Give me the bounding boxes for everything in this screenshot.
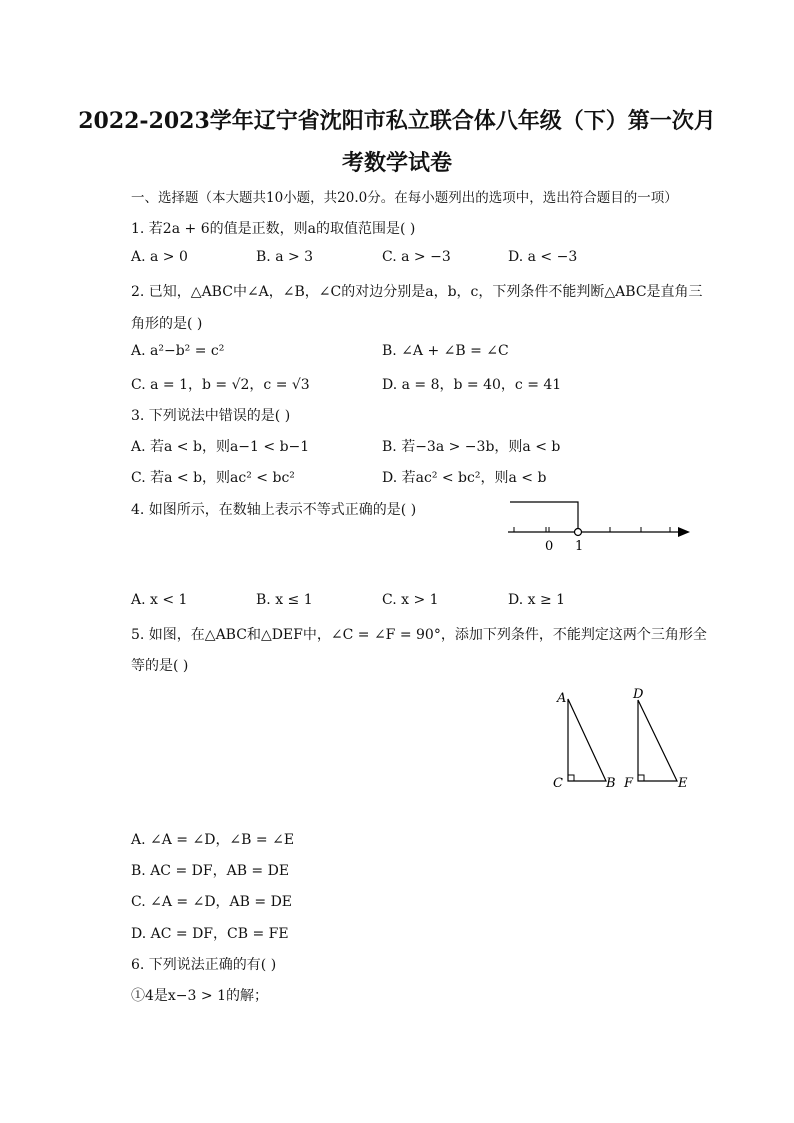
inequality-bracket — [510, 502, 578, 528]
q5-option-a: A. ∠A = ∠D，∠B = ∠E — [131, 832, 295, 848]
open-point-icon — [575, 529, 582, 536]
section-heading: 一、选择题（本大题共10小题，共20.0分。在每小题列出的选项中，选出符合题目的一项） — [131, 190, 678, 206]
q3-stem: 3. 下列说法中错误的是( ) — [131, 408, 291, 424]
vertex-label-c: C — [553, 776, 563, 791]
q6-stem: 6. 下列说法正确的有( ) — [131, 957, 277, 973]
q1-option-d: D. a < −3 — [508, 249, 578, 265]
q2-option-a: A. a²−b² = c² — [131, 343, 225, 359]
triangle-def — [638, 700, 677, 781]
q4-option-a: A. x < 1 — [131, 592, 188, 608]
number-line-figure — [500, 494, 700, 556]
q6-item-1: ①4是x−3 > 1的解； — [131, 988, 268, 1004]
q4-option-c: C. x > 1 — [382, 592, 439, 608]
q1-option-b: B. a > 3 — [256, 249, 314, 265]
q5-option-d: D. AC = DF，CB = FE — [131, 926, 289, 942]
q2-stem-line1: 2. 已知，△ABC中∠A，∠B，∠C的对边分别是a，b，c，下列条件不能判断△ABC是直角三 — [131, 284, 703, 300]
q3-option-b: B. 若−3a > −3b，则a < b — [382, 439, 561, 455]
q3-option-c: C. 若a < b，则ac² < bc² — [131, 470, 295, 486]
q3-option-d: D. 若ac² < bc²，则a < b — [382, 470, 547, 486]
vertex-label-b: B — [606, 776, 616, 791]
axis-label-zero: 0 — [545, 539, 554, 554]
right-angle-mark-c — [568, 775, 574, 781]
q2-option-d: D. a = 8，b = 40，c = 41 — [382, 377, 562, 393]
q4-stem: 4. 如图所示，在数轴上表示不等式正确的是( ) — [131, 502, 417, 518]
q2-option-c: C. a = 1，b = √2，c = √3 — [131, 377, 310, 393]
vertex-label-a: A — [557, 691, 567, 706]
q2-stem-line2: 角形的是( ) — [131, 316, 203, 332]
vertex-label-f: F — [624, 776, 634, 791]
axis-label-one: 1 — [575, 539, 584, 554]
q2-option-b: B. ∠A + ∠B = ∠C — [382, 343, 509, 359]
q5-option-c: C. ∠A = ∠D，AB = DE — [131, 894, 293, 910]
exam-title-line1: 2022-2023学年辽宁省沈阳市私立联合体八年级（下）第一次月 — [78, 108, 716, 134]
q1-option-a: A. a > 0 — [131, 249, 188, 265]
axis-arrow-icon — [678, 527, 690, 537]
q5-stem-line1: 5. 如图，在△ABC和△DEF中，∠C = ∠F = 90°，添加下列条件，不能判定这两个三角形全 — [131, 627, 707, 643]
q5-option-b: B. AC = DF，AB = DE — [131, 863, 290, 879]
q1-stem: 1. 若2a + 6的值是正数，则a的取值范围是( ) — [131, 221, 416, 237]
triangle-abc — [568, 699, 606, 781]
right-angle-mark-f — [638, 775, 644, 781]
q4-option-b: B. x ≤ 1 — [256, 592, 313, 608]
q1-option-c: C. a > −3 — [382, 249, 451, 265]
q4-option-d: D. x ≥ 1 — [508, 592, 566, 608]
q3-option-a: A. 若a < b，则a−1 < b−1 — [131, 439, 310, 455]
vertex-label-e: E — [678, 776, 688, 791]
triangles-figure — [548, 684, 698, 794]
q5-stem-line2: 等的是( ) — [131, 658, 189, 674]
exam-title-line2: 考数学试卷 — [341, 150, 452, 176]
vertex-label-d: D — [633, 687, 644, 702]
